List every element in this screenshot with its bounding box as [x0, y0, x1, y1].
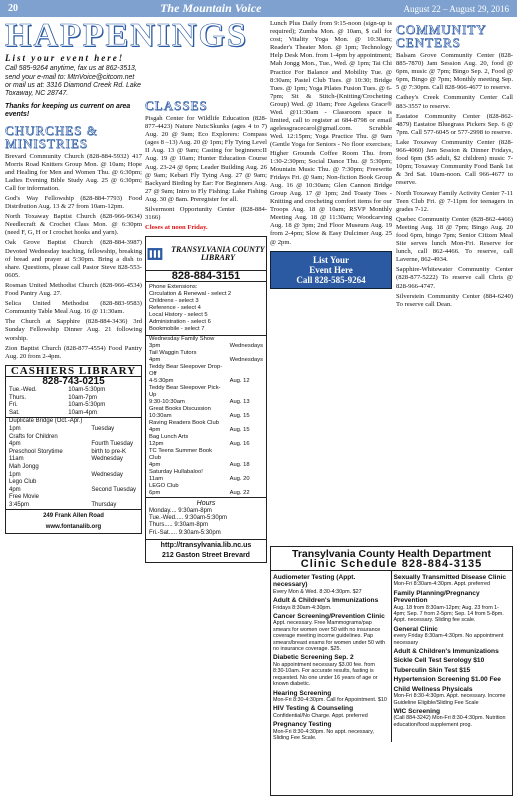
table-row — [6, 426, 141, 434]
table-row — [6, 418, 141, 426]
tcl-phone: 828-884-3151 — [146, 271, 266, 282]
event-cell: Wednesdays — [229, 343, 263, 350]
hours-day: Fri. — [9, 402, 18, 409]
event-cell: 3:45pm — [9, 501, 30, 508]
table-row — [146, 364, 266, 378]
hours-day: Sat. — [9, 409, 20, 416]
list-item: Bookmobile - select 7 — [149, 326, 205, 333]
banner-line: Event Here — [309, 264, 353, 275]
clinic-heading: Child Wellness Physicals — [393, 685, 473, 693]
community-entry: Silverstein Community Center (884-6240) To reserve call Dean. — [396, 292, 513, 308]
clinic-heading: Adult & Children's Immunizations — [393, 648, 499, 656]
clinic-detail: every Friday 8:30am-4:30pm. No appointment necessary — [393, 633, 504, 646]
classes-closed-note: Closes at noon Friday. — [145, 224, 208, 232]
table-row — [146, 441, 266, 448]
community-entry: Cathey's Creek Community Center Call 883-3557 to reserve. — [396, 94, 513, 110]
hours-time: 10am-5:30pm — [68, 386, 106, 393]
banner-phone: Call 828-585-9264 — [296, 274, 366, 285]
event-cell: Crafts for Children — [9, 433, 58, 440]
cashiers-address: 249 Frank Allen Road — [6, 509, 141, 522]
church-entry: Rosman United Methodist Church (828-966-4534) Food Pantry Aug. 27. — [5, 281, 142, 298]
clinic-heading: HIV Testing & Counseling — [273, 705, 354, 713]
list-item: Reference - select 4 — [149, 305, 201, 312]
clinic-detail: Mon-Fri 8:30-4:30pm. Appt. necessary. Income Guideline Eligible/Sliding Fee Scale — [393, 693, 506, 706]
table-row — [6, 410, 141, 418]
masthead: The Mountain Voice — [160, 1, 262, 15]
table-row — [146, 434, 266, 441]
hours-day: Fri.-Sat. — [149, 529, 171, 536]
event-cell: 10:30am — [149, 413, 172, 420]
list-item: Thurs..... 9:30am-8pm — [149, 522, 209, 529]
event-cell: Aug. 22 — [229, 490, 250, 497]
table-row — [146, 399, 266, 406]
event-cell — [227, 406, 266, 413]
health-title: Transylvania County Health Department — [292, 548, 491, 560]
event-cell: 4-5:30pm — [149, 378, 174, 385]
table-row — [6, 494, 141, 502]
table-row — [6, 441, 141, 449]
page-number: 20 — [8, 3, 18, 14]
event-cell — [88, 479, 141, 487]
column-4 — [396, 20, 513, 311]
issue-date: August 22 – August 29, 2016 — [403, 3, 509, 14]
happenings-intro: Call 585-9264 anytime, fax us at 862-3513, send your e-mail to: MtnVoice@citcom.net or mail us at: 3316 Diamond Creek Rd. Lake Toxaway, NC 28747. — [5, 65, 141, 98]
churches-heading: CHURCHES & MINISTRIES — [5, 122, 98, 151]
event-cell: Aug. 18 — [229, 462, 250, 469]
event-cell: Aug. 13 — [229, 399, 250, 406]
event-cell: Wednesday Family Show — [149, 336, 215, 343]
clinic-heading: Sickle Cell Test Serology $10 — [393, 657, 485, 665]
church-list — [5, 153, 142, 361]
clinic-heading: Family Planning/Pregnancy Prevention — [393, 589, 480, 605]
hours-day: Tue.-Wed. — [149, 515, 177, 521]
table-row — [146, 378, 266, 385]
event-cell — [88, 434, 141, 442]
event-cell: Aug. 16 — [229, 441, 250, 448]
event-cell: 4pm — [149, 357, 161, 364]
health-columns — [271, 571, 512, 742]
event-cell — [227, 350, 266, 357]
clinic-detail: Every Mon & Wed. 8:30-4:30pm. $27 — [273, 588, 362, 595]
clinic-heading: Adult & Children's Immunizations — [273, 597, 379, 605]
community-entry: North Toxaway Family Activity Center 7-11 Teen Club Fri. @ 7-11pm for teenagers in grades 7-12. — [396, 189, 513, 213]
hours-day: Thurs. — [9, 394, 27, 401]
church-entry: God's Way Fellowship (828-884-7793) Food Distribution Aug. 13 & 27 from 10am-12pm. — [5, 195, 142, 211]
event-cell: Wednesday — [91, 456, 123, 463]
event-cell: Teddy Bear Sleepover Pick-Up — [149, 385, 221, 399]
tcl-phone-directory — [146, 282, 266, 336]
clinic-detail: Confidential/No Charge. Appt. preferred — [273, 712, 368, 719]
church-entry: Oak Grove Baptist Church (828-884-3987) Devoted Wednesday teaching, fellowship, breaking of bread and prayer at 5:30pm. Bring a dish to share. Questions, please call Pastor Steve 828-553-0605. — [5, 239, 142, 279]
column-2 — [145, 20, 267, 563]
page-header-bar — [0, 0, 517, 17]
event-cell — [227, 364, 266, 378]
event-cell: Bag Lunch Arts — [149, 434, 189, 441]
event-cell: 11am — [9, 456, 24, 463]
banner-line: List Your — [313, 254, 349, 265]
event-cell: Aug. 15 — [229, 413, 250, 420]
table-row — [146, 406, 266, 413]
church-entry: Zion Baptist Church (828-877-4554) Food Pantry Aug. 20 from 2-4pm. — [5, 344, 142, 360]
clinic-heading: Tuberculin Skin Test $15 — [393, 666, 471, 674]
health-left-column — [271, 571, 392, 742]
clinic-heading: Hypertension Screening $1.00 Fee — [393, 676, 501, 684]
table-row — [146, 385, 266, 399]
church-entry: Brevard Community Church (828-884-5932) 417 Morris Road Knitters Group Mon. @ 10am; Hope and Healing for Men and Women Thu. @ 6:30pm; Ladies Evening Bible Study Aug. 25 @ 6:30pm; Call for information. — [5, 152, 142, 192]
event-cell — [88, 494, 141, 502]
hours-time: 9:30am-5:30pm — [185, 515, 228, 521]
clinic-heading: Audiometer Testing (Appt. necessary) — [273, 574, 356, 589]
event-cell — [88, 418, 141, 426]
hours-day: Tue.-Wed. — [9, 386, 37, 393]
list-item: Fri.-Sat..... 9:30am-5:30pm — [149, 529, 221, 536]
table-row — [146, 448, 266, 462]
event-cell — [88, 464, 141, 472]
event-cell: 9:30-10:30am — [149, 399, 185, 406]
table-row — [146, 343, 266, 350]
tcl-library-box — [145, 236, 267, 563]
table-row — [6, 472, 141, 480]
event-cell — [227, 448, 266, 462]
event-cell: birth to pre-K — [91, 448, 127, 455]
event-cell: 4pm — [149, 427, 161, 434]
table-row — [6, 456, 141, 464]
table-row — [6, 479, 141, 487]
table-row — [146, 336, 266, 343]
tcl-logo — [146, 237, 266, 271]
clinic-detail: Appt. necessary. Free Mammograms/pap smears for women over 50 with no insurance coverage meeting income guidelines. Pap smears/breast exams for women under 50 with no insurance coverage. $25. — [273, 620, 386, 653]
event-cell: Raving Readers Book Club — [149, 420, 219, 427]
health-right-column — [392, 571, 513, 742]
tcl-hours-title: Hours — [196, 500, 216, 508]
hours-time: 9:30am-8pm — [178, 507, 212, 514]
table-row — [146, 427, 266, 434]
community-heading: COMMUNITY CENTERS — [396, 22, 487, 50]
list-item: Childrens - select 3 — [149, 298, 199, 305]
event-cell: Teddy Bear Sleepover Drop-Off — [149, 364, 223, 378]
event-cell: Second Tuesday — [91, 486, 137, 493]
table-row — [6, 464, 141, 472]
clinic-detail: Fridays 8:30am-4:30pm. — [273, 604, 332, 611]
event-cell: Aug. 15 — [229, 427, 250, 434]
event-cell: 12pm — [149, 441, 164, 448]
event-cell — [227, 434, 266, 441]
list-item: Tue.-Wed..... 9:30am-5:30pm — [149, 515, 228, 521]
happenings-thanks: Thanks for keeping us current on area events! — [5, 102, 131, 119]
church-entry: North Toxaway Baptist Church (828-966-9634) Needlecraft & Crochet Class Mon. @ 6:30pm (need F, G, H or I crochet hooks and yarn). — [5, 213, 142, 237]
table-row — [6, 487, 141, 495]
event-cell: Saturday Hullabaloo! — [149, 469, 203, 476]
clinic-detail: Mon-Fri 8:30-4:30pm. No appt. necessary, Sliding Fee Scale. — [273, 728, 374, 741]
table-row — [6, 387, 141, 395]
event-cell: 4pm — [149, 462, 161, 469]
classes-entry: Pisgah Center for Wildlife Education (828-877-4423) Nature Nuts:Skunks (ages 4 to 7) Aug. 20 @ 9am; Eco Explorers: Compass (ages 8 –13) Aug. 20 @ 1pm; Fly Tying Level II Aug. 13 @ 9am; Casting for beginners:II Aug. 19 @ 10am; Hunter Education Course Aug. 23-24 @ 6pm; Leader Building Aug. 26 @ 9am; Kebari Fly Tying Aug. 27 @ 9am; Backyard Birding by Ear: For Beginners Aug. 27 @ 9am; Intro to Fly Fishing: Lake Fishing Aug. 30 @ 8am. Preregister for all. — [145, 115, 267, 203]
hours-day: Thurs. — [149, 522, 167, 529]
event-cell: 1pm — [9, 471, 21, 478]
table-row — [6, 502, 141, 510]
clinic-heading: Sexually Transmitted Disease Clinic — [393, 574, 507, 581]
event-cell: 11am — [149, 476, 164, 483]
clinic-detail: Mon-Fri 8:30-4:30pm. Call for Appointment. $10 — [273, 696, 387, 703]
table-row — [6, 449, 141, 457]
table-row — [6, 402, 141, 410]
clinic-heading: Pregnancy Testing — [273, 721, 332, 729]
community-entry: Lake Toxaway Community Center (828-966-4060) Jam Session & Dinner Fridays, food 6pm ($5 adult, $2 children) music 7-10pm; Toxaway Community Food Bank 1st & 3rd Sat. 10am-noon. Call 966-4677 to reserve. — [396, 138, 513, 187]
cashiers-library-phone: 828-743-0215 — [42, 375, 105, 387]
event-cell — [227, 336, 266, 343]
list-item: Phone Extensions: — [149, 284, 198, 291]
event-cell: Thursday — [91, 501, 117, 508]
table-row — [6, 434, 141, 442]
event-cell: Wednesday — [91, 471, 123, 478]
event-cell — [227, 469, 266, 476]
list-event-banner[interactable] — [270, 251, 392, 289]
table-row — [146, 350, 266, 357]
event-cell: Wednesdays — [229, 357, 263, 364]
event-cell: TC Teens Summer Book Club — [149, 448, 213, 462]
table-row — [146, 462, 266, 469]
event-cell: Tail Waggin Tutors — [149, 350, 197, 357]
tcl-address: 212 Gaston Street Brevard — [162, 551, 250, 559]
event-cell — [227, 385, 266, 399]
event-cell: 4pm — [9, 486, 21, 493]
community-entry: Sapphire-Whitewater Community Center (828-877-5222) To reserve call Chris @ 828-966-4747. — [396, 266, 513, 290]
community-entry: Eastatoe Community Center (828-862-4879) Eastatoe Bluegrass Pickers Sep. 6 @ 7pm. Call 577-6045 or 577-2998 to reserve. — [396, 112, 513, 136]
event-cell: 4pm — [9, 441, 21, 448]
column-3 — [270, 20, 392, 289]
event-cell: Mah Jongg — [9, 463, 39, 470]
church-entry: The Church at Sapphire (828-884-3436) 3rd Sunday Fellowship Dinner Aug. 21 following worship. — [5, 318, 142, 342]
happenings-title: HAPPENINGS — [5, 17, 248, 54]
table-row — [146, 483, 266, 490]
clinic-detail: Aug. 18 from 8:30am-12pm; Aug. 23 from 1-4pm; Sep. 7 from 2-5pm; Sep. 14 from 5-8pm. Appt. necessary. Sliding fee scale. — [393, 604, 504, 624]
list-item: Circulation & Renewal - select 2 — [149, 291, 232, 298]
clinic-heading: Cancer Screening/Prevention Clinic — [273, 613, 385, 621]
event-cell: 1pm — [9, 425, 21, 432]
event-cell: Aug. 20 — [229, 476, 250, 483]
list-item: Administration - select 6 — [149, 319, 211, 326]
table-row — [146, 490, 266, 497]
clinic-heading: Hearing Screening — [273, 689, 332, 697]
table-row — [146, 476, 266, 483]
clinic-heading: General Clinic — [393, 625, 438, 633]
cashiers-website[interactable]: www.fontanalib.org — [45, 523, 102, 530]
tcl-logo-text: TRANSYLVANIA COUNTY LIBRARY — [171, 244, 265, 262]
lunch-plus-entry: Lunch Plus Daily from 9:15-noon (sign-up is required); Zumba Mon. @ 10am, $ call for cost; Vitality Yoga Mon. @ 10:30am; Reader's Theater Mon. @ 1pm; Technology Help Desk Mon. from 1-4pm by appointment; Mah Jongg Mon., Tue., Wed. @ 1pm; Tai Chi Practice For Balance and Mobility Tue. @ 8:30am; Pastel Club Tues. @ 10:30; Bridge Tues. @ 1pm; Yoga Pilates Fusion Tues. @ 6-7pm; Sit & Stitch-(Knitting/Crocheting Group) Wed. @ 10am; Free Ageless Grace® Wed. @11:30am - Classroom space is limited, call to register at 684-8798 or email agelessgracecarol@gmail.com. Scrabble Wed. 12:15pm; Yoga Practice Thu. @ 9am (Gentle Yoga for Seniors - No floor exercises; Higher Grounds Coffee Room Thu. from 1:30-2:30pm; Social Dance Thu. @ 5:30pm; Mountain Music Thu. @ 7:30pm; Freewrite Fridays Fri. @ 9am; Non-fiction Book Group Aug. 16 @ 10:30am; Glen Cannon Bridge Group Aug. 17 @ 1pm; 2nd Toasty Toes - Knitting and crocheting comfort items for our Troops Aug. 18 @ 10am; RSVP Monthly Meeting Aug. 18 @ 11:30am; Woodcarving Aug. 18 @ 3pm; 2nd Floor Museum Aug. 19 from 2-4pm; Slow & Easy Dulcimer Aug. 25 @ 2pm. — [270, 20, 392, 246]
event-cell: 3pm — [149, 343, 161, 350]
health-subtitle: Clinic Schedule 828-884-3135 — [271, 559, 512, 571]
cashiers-hours-table — [6, 387, 141, 417]
event-cell: Tuesday — [91, 425, 115, 432]
event-cell: Free Movie — [9, 494, 40, 501]
event-cell: Lego Club — [9, 479, 37, 486]
classes-heading: CLASSES — [145, 98, 208, 113]
hours-time: 9:30am-8pm — [174, 522, 209, 529]
community-entry: Balsam Grove Community Center (828-885-7870) Jam Session Aug. 20, food @ 6pm, music @ 7pm; Bingo Sep. 2, Food @ 6pm, Bingo @ 7pm; Monthly meeting Sep. 5 @ 7:30pm. Call 828-966-4677 to reserve. — [396, 52, 513, 92]
hours-time: 10am-7pm — [68, 394, 97, 401]
event-cell — [227, 483, 266, 490]
clinic-detail: No appointment necessary $3.00 fee. from 8:30-10am. For accurate results, fasting is requested. No one under 16 years of age or known diabetic. — [273, 661, 378, 688]
classes-entry: Silvermont Opportunity Center (828-884-3166) — [145, 206, 267, 222]
event-cell: 6pm — [149, 490, 161, 497]
clinic-heading: WIC Screening — [393, 707, 441, 715]
event-cell: LEGO Club — [149, 483, 179, 490]
health-department-box — [270, 546, 513, 796]
clinic-detail: (Call 884-3242) Mon-Fri 8:30-4:30pm. Nutrition education/food supplement prog. — [393, 715, 506, 728]
tcl-website[interactable]: http://transylvania.lib.nc.us — [146, 539, 266, 552]
table-row — [146, 420, 266, 427]
tcl-events-table — [146, 336, 266, 497]
table-row — [6, 395, 141, 403]
event-cell — [227, 420, 266, 427]
cashiers-events-table — [6, 417, 141, 509]
hours-day: Monday — [149, 507, 170, 514]
library-icon — [146, 242, 164, 266]
community-entry: Quebec Community Center (828-862-4466) Meeting Aug. 18 @ 7pm; Bingo Aug. 20 food 6pm, bingo 7pm; Senior Citizen Meal Site serves lunch Mon-Fri. Reserve for lunch, call 862-4466. To reserve, call Laverne, 862-4934. — [396, 215, 513, 264]
clinic-heading: Diabetic Screening Sep. 2 — [273, 654, 354, 662]
table-row — [146, 469, 266, 476]
event-cell: Great Books Discussion — [149, 406, 211, 413]
table-row — [146, 413, 266, 420]
tcl-hours — [146, 497, 266, 538]
cashiers-library-title: CASHIERS LIBRARY — [6, 366, 141, 377]
event-cell: Aug. 12 — [229, 378, 250, 385]
list-item: Local History - select 5 — [149, 312, 208, 319]
clinic-detail: Mon-Fri 8:30am-4:30pm. Appt. preferred — [393, 581, 490, 588]
hours-time: 10am-4pm — [68, 409, 97, 416]
table-row — [146, 357, 266, 364]
church-entry: Selica United Methodist (828-883-9583) Community Table Meal Aug. 16 @ 11:30am. — [5, 300, 142, 316]
hours-time: 9:30am-5:30pm — [178, 529, 221, 536]
hours-time: 10am-5:30pm — [68, 402, 106, 409]
event-cell: Fourth Tuesday — [91, 441, 134, 448]
happenings-subtitle: List your event here! — [5, 53, 125, 63]
list-item: Monday.... 9:30am-8pm — [149, 507, 212, 514]
event-cell: Duplicate Bridge (Oct.-Apr.) — [9, 418, 83, 425]
event-cell: Preschool Storytime — [9, 448, 63, 455]
cashiers-library-box — [5, 365, 142, 534]
